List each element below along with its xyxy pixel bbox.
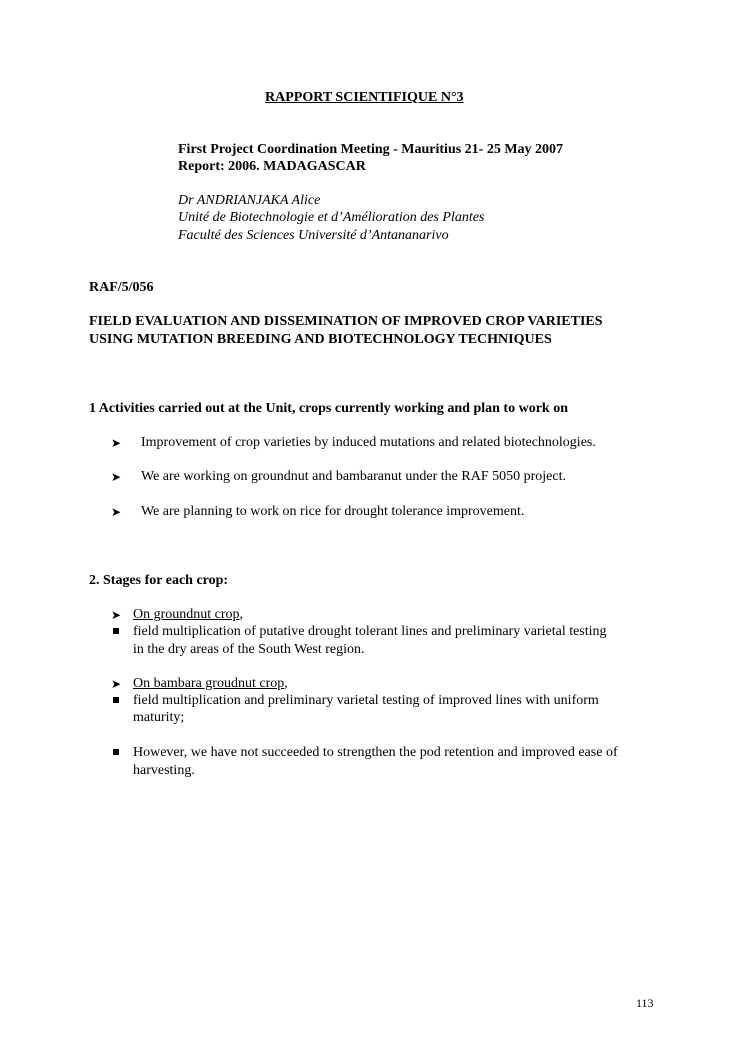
- arrow-bullet-icon: ➤: [111, 608, 122, 622]
- author-unit: Unité de Biotechnologie et d’Amélioration des Plantes: [178, 210, 485, 225]
- section1-bullet: Improvement of crop varieties by induced mutations and related biotechnologies.: [141, 435, 596, 450]
- report-line: Report: 2006. MADAGASCAR: [178, 159, 366, 174]
- section2-heading: 2. Stages for each crop:: [89, 573, 229, 588]
- arrow-bullet-icon: ➤: [111, 505, 122, 519]
- section1-heading: 1 Activities carried out at the Unit, crops currently working and plan to work on: [89, 401, 568, 416]
- arrow-bullet-icon: ➤: [111, 436, 122, 450]
- section1-bullet: We are working on groundnut and bambaranut under the RAF 5050 project.: [141, 469, 566, 484]
- section1-bullet: We are planning to work on rice for drought tolerance improvement.: [141, 504, 525, 519]
- project-code: RAF/5/056: [89, 280, 154, 295]
- author-name: Dr ANDRIANJAKA Alice: [178, 193, 321, 208]
- square-bullet-icon: [113, 749, 119, 755]
- groundnut-comma: ,: [239, 607, 244, 622]
- groundnut-label: On groundnut crop: [133, 607, 240, 622]
- bambara-item-line2: maturity;: [133, 710, 185, 725]
- author-faculty: Faculté des Sciences Université d’Antananarivo: [178, 228, 449, 243]
- square-bullet-icon: [113, 697, 119, 703]
- project-title-line1: FIELD EVALUATION AND DISSEMINATION OF IMPROVED CROP VARIETIES: [89, 314, 603, 329]
- however-line1: However, we have not succeeded to strengthen the pod retention and improved ease of: [133, 745, 618, 760]
- page-number: 113: [636, 996, 654, 1010]
- groundnut-item-line2: in the dry areas of the South West region.: [133, 642, 365, 657]
- arrow-bullet-icon: ➤: [111, 470, 122, 484]
- project-title-line2: USING MUTATION BREEDING AND BIOTECHNOLOGY TECHNIQUES: [89, 332, 552, 347]
- bambara-item-line1: field multiplication and preliminary varietal testing of improved lines with uniform: [133, 693, 599, 708]
- square-bullet-icon: [113, 628, 119, 634]
- meeting-line: First Project Coordination Meeting - Mauritius 21- 25 May 2007: [178, 142, 564, 157]
- groundnut-item-line1: field multiplication of putative drought tolerant lines and preliminary varietal testing: [133, 624, 607, 639]
- however-line2: harvesting.: [133, 763, 195, 778]
- arrow-bullet-icon: ➤: [111, 677, 122, 691]
- bambara-comma: ,: [284, 676, 288, 691]
- bambara-label: On bambara groudnut crop: [133, 676, 285, 691]
- report-title: RAPPORT SCIENTIFIQUE N°3: [265, 90, 464, 105]
- groundnut-heading: [133, 606, 243, 624]
- bambara-heading: [133, 675, 288, 693]
